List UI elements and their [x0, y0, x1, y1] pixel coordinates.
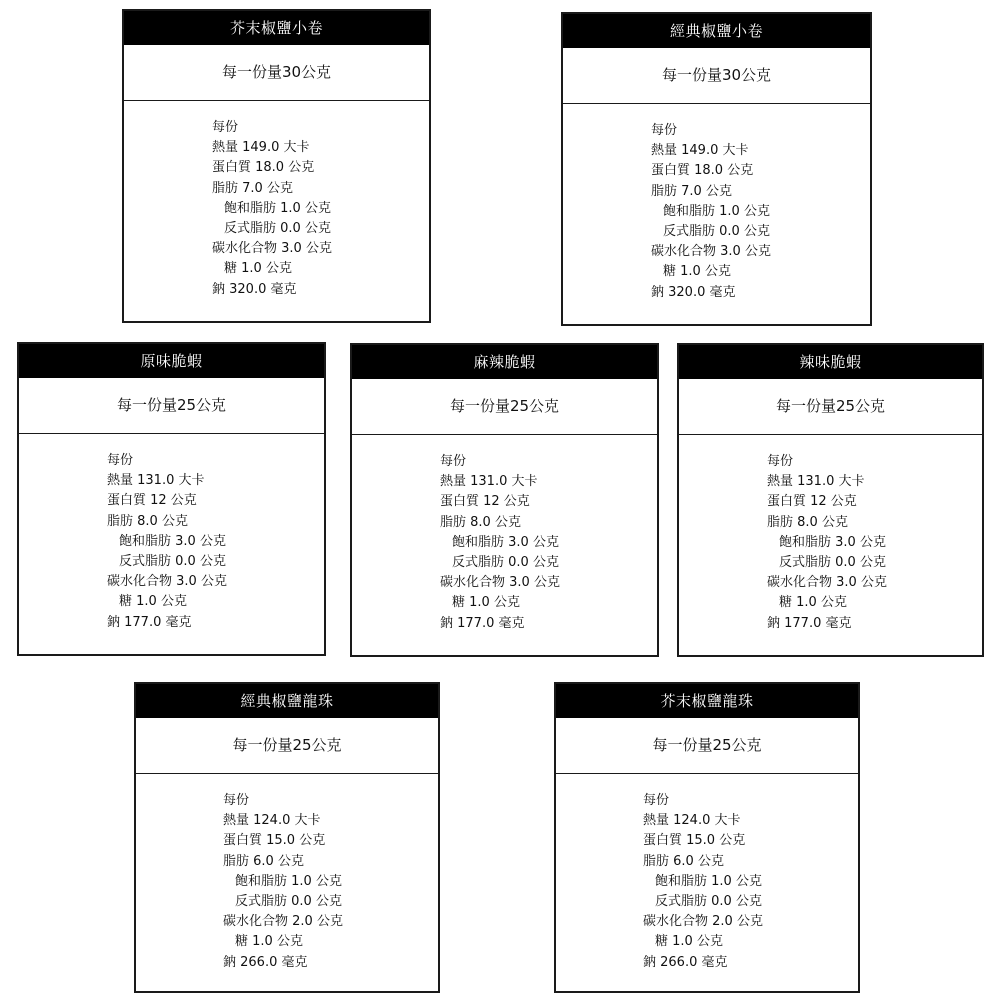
trans-fat-line: 反式脂肪 0.0 公克 [655, 894, 762, 910]
nutrition-facts [136, 774, 438, 973]
product-title: 原味脆蝦 [19, 344, 324, 378]
serving-size: 每一份量30公克 [563, 48, 870, 104]
product-title: 芥末椒鹽龍珠 [556, 684, 858, 718]
sugar-line: 糖 1.0 公克 [224, 261, 292, 277]
saturated-fat-line: 飽和脂肪 1.0 公克 [235, 873, 342, 889]
nutrition-label-card [350, 343, 659, 657]
per-serving-label: 每份 [643, 793, 670, 808]
calories-line: 熱量 124.0 大卡 [223, 813, 321, 829]
sodium-line: 鈉 266.0 毫克 [223, 954, 308, 970]
protein-line: 蛋白質 12 公克 [107, 493, 197, 509]
carbohydrate-line: 碳水化合物 2.0 公克 [643, 914, 763, 930]
saturated-fat-line: 飽和脂肪 3.0 公克 [779, 534, 886, 550]
protein-line: 蛋白質 18.0 公克 [651, 163, 754, 179]
nutrition-label-card [17, 342, 326, 656]
trans-fat-line: 反式脂肪 0.0 公克 [235, 894, 342, 910]
nutrition-facts [124, 101, 429, 300]
nutrition-facts [556, 774, 858, 973]
nutrition-label-card [677, 343, 984, 657]
product-title: 辣味脆蝦 [679, 345, 982, 379]
product-title: 芥末椒鹽小卷 [124, 11, 429, 45]
calories-line: 熱量 149.0 大卡 [212, 140, 310, 156]
per-serving-label: 每份 [223, 793, 250, 808]
protein-line: 蛋白質 12 公克 [767, 494, 857, 510]
fat-line: 脂肪 8.0 公克 [440, 514, 521, 530]
carbohydrate-line: 碳水化合物 3.0 公克 [440, 575, 560, 591]
calories-line: 熱量 124.0 大卡 [643, 813, 741, 829]
nutrition-label-card [554, 682, 860, 993]
sodium-line: 鈉 177.0 毫克 [107, 614, 192, 630]
calories-line: 熱量 131.0 大卡 [440, 474, 538, 490]
trans-fat-line: 反式脂肪 0.0 公克 [452, 555, 559, 571]
nutrition-label-card [134, 682, 440, 993]
carbohydrate-line: 碳水化合物 3.0 公克 [767, 575, 887, 591]
per-serving-label: 每份 [107, 453, 134, 468]
saturated-fat-line: 飽和脂肪 1.0 公克 [224, 200, 331, 216]
sodium-line: 鈉 320.0 毫克 [651, 284, 736, 300]
trans-fat-line: 反式脂肪 0.0 公克 [779, 555, 886, 571]
saturated-fat-line: 飽和脂肪 1.0 公克 [663, 203, 770, 219]
per-serving-label: 每份 [212, 120, 239, 135]
per-serving-label: 每份 [767, 454, 794, 469]
carbohydrate-line: 碳水化合物 3.0 公克 [212, 241, 332, 257]
fat-line: 脂肪 6.0 公克 [643, 853, 724, 869]
protein-line: 蛋白質 15.0 公克 [223, 833, 326, 849]
serving-size: 每一份量30公克 [124, 45, 429, 101]
protein-line: 蛋白質 18.0 公克 [212, 160, 315, 176]
fat-line: 脂肪 8.0 公克 [107, 513, 188, 529]
sugar-line: 糖 1.0 公克 [235, 934, 303, 950]
serving-size: 每一份量25公克 [352, 379, 657, 435]
product-title: 麻辣脆蝦 [352, 345, 657, 379]
nutrition-facts [563, 104, 870, 303]
serving-size: 每一份量25公克 [556, 718, 858, 774]
trans-fat-line: 反式脂肪 0.0 公克 [663, 224, 770, 240]
per-serving-label: 每份 [440, 454, 467, 469]
fat-line: 脂肪 7.0 公克 [212, 180, 293, 196]
sodium-line: 鈉 177.0 毫克 [767, 615, 852, 631]
carbohydrate-line: 碳水化合物 3.0 公克 [107, 574, 227, 590]
trans-fat-line: 反式脂肪 0.0 公克 [224, 221, 331, 237]
per-serving-label: 每份 [651, 123, 678, 138]
calories-line: 熱量 131.0 大卡 [107, 473, 205, 489]
saturated-fat-line: 飽和脂肪 3.0 公克 [452, 534, 559, 550]
sodium-line: 鈉 177.0 毫克 [440, 615, 525, 631]
nutrition-facts [679, 435, 982, 634]
serving-size: 每一份量25公克 [19, 378, 324, 434]
product-title: 經典椒鹽龍珠 [136, 684, 438, 718]
calories-line: 熱量 131.0 大卡 [767, 474, 865, 490]
sodium-line: 鈉 266.0 毫克 [643, 954, 728, 970]
sodium-line: 鈉 320.0 毫克 [212, 281, 297, 297]
saturated-fat-line: 飽和脂肪 3.0 公克 [119, 533, 226, 549]
fat-line: 脂肪 6.0 公克 [223, 853, 304, 869]
nutrition-facts [19, 434, 324, 633]
nutrition-label-card [122, 9, 431, 323]
serving-size: 每一份量25公克 [679, 379, 982, 435]
sugar-line: 糖 1.0 公克 [119, 594, 187, 610]
trans-fat-line: 反式脂肪 0.0 公克 [119, 554, 226, 570]
product-title: 經典椒鹽小卷 [563, 14, 870, 48]
protein-line: 蛋白質 15.0 公克 [643, 833, 746, 849]
sugar-line: 糖 1.0 公克 [452, 595, 520, 611]
carbohydrate-line: 碳水化合物 3.0 公克 [651, 244, 771, 260]
sugar-line: 糖 1.0 公克 [663, 264, 731, 280]
nutrition-label-card [561, 12, 872, 326]
sugar-line: 糖 1.0 公克 [655, 934, 723, 950]
protein-line: 蛋白質 12 公克 [440, 494, 530, 510]
carbohydrate-line: 碳水化合物 2.0 公克 [223, 914, 343, 930]
fat-line: 脂肪 7.0 公克 [651, 183, 732, 199]
calories-line: 熱量 149.0 大卡 [651, 143, 749, 159]
sugar-line: 糖 1.0 公克 [779, 595, 847, 611]
serving-size: 每一份量25公克 [136, 718, 438, 774]
fat-line: 脂肪 8.0 公克 [767, 514, 848, 530]
nutrition-facts [352, 435, 657, 634]
saturated-fat-line: 飽和脂肪 1.0 公克 [655, 873, 762, 889]
